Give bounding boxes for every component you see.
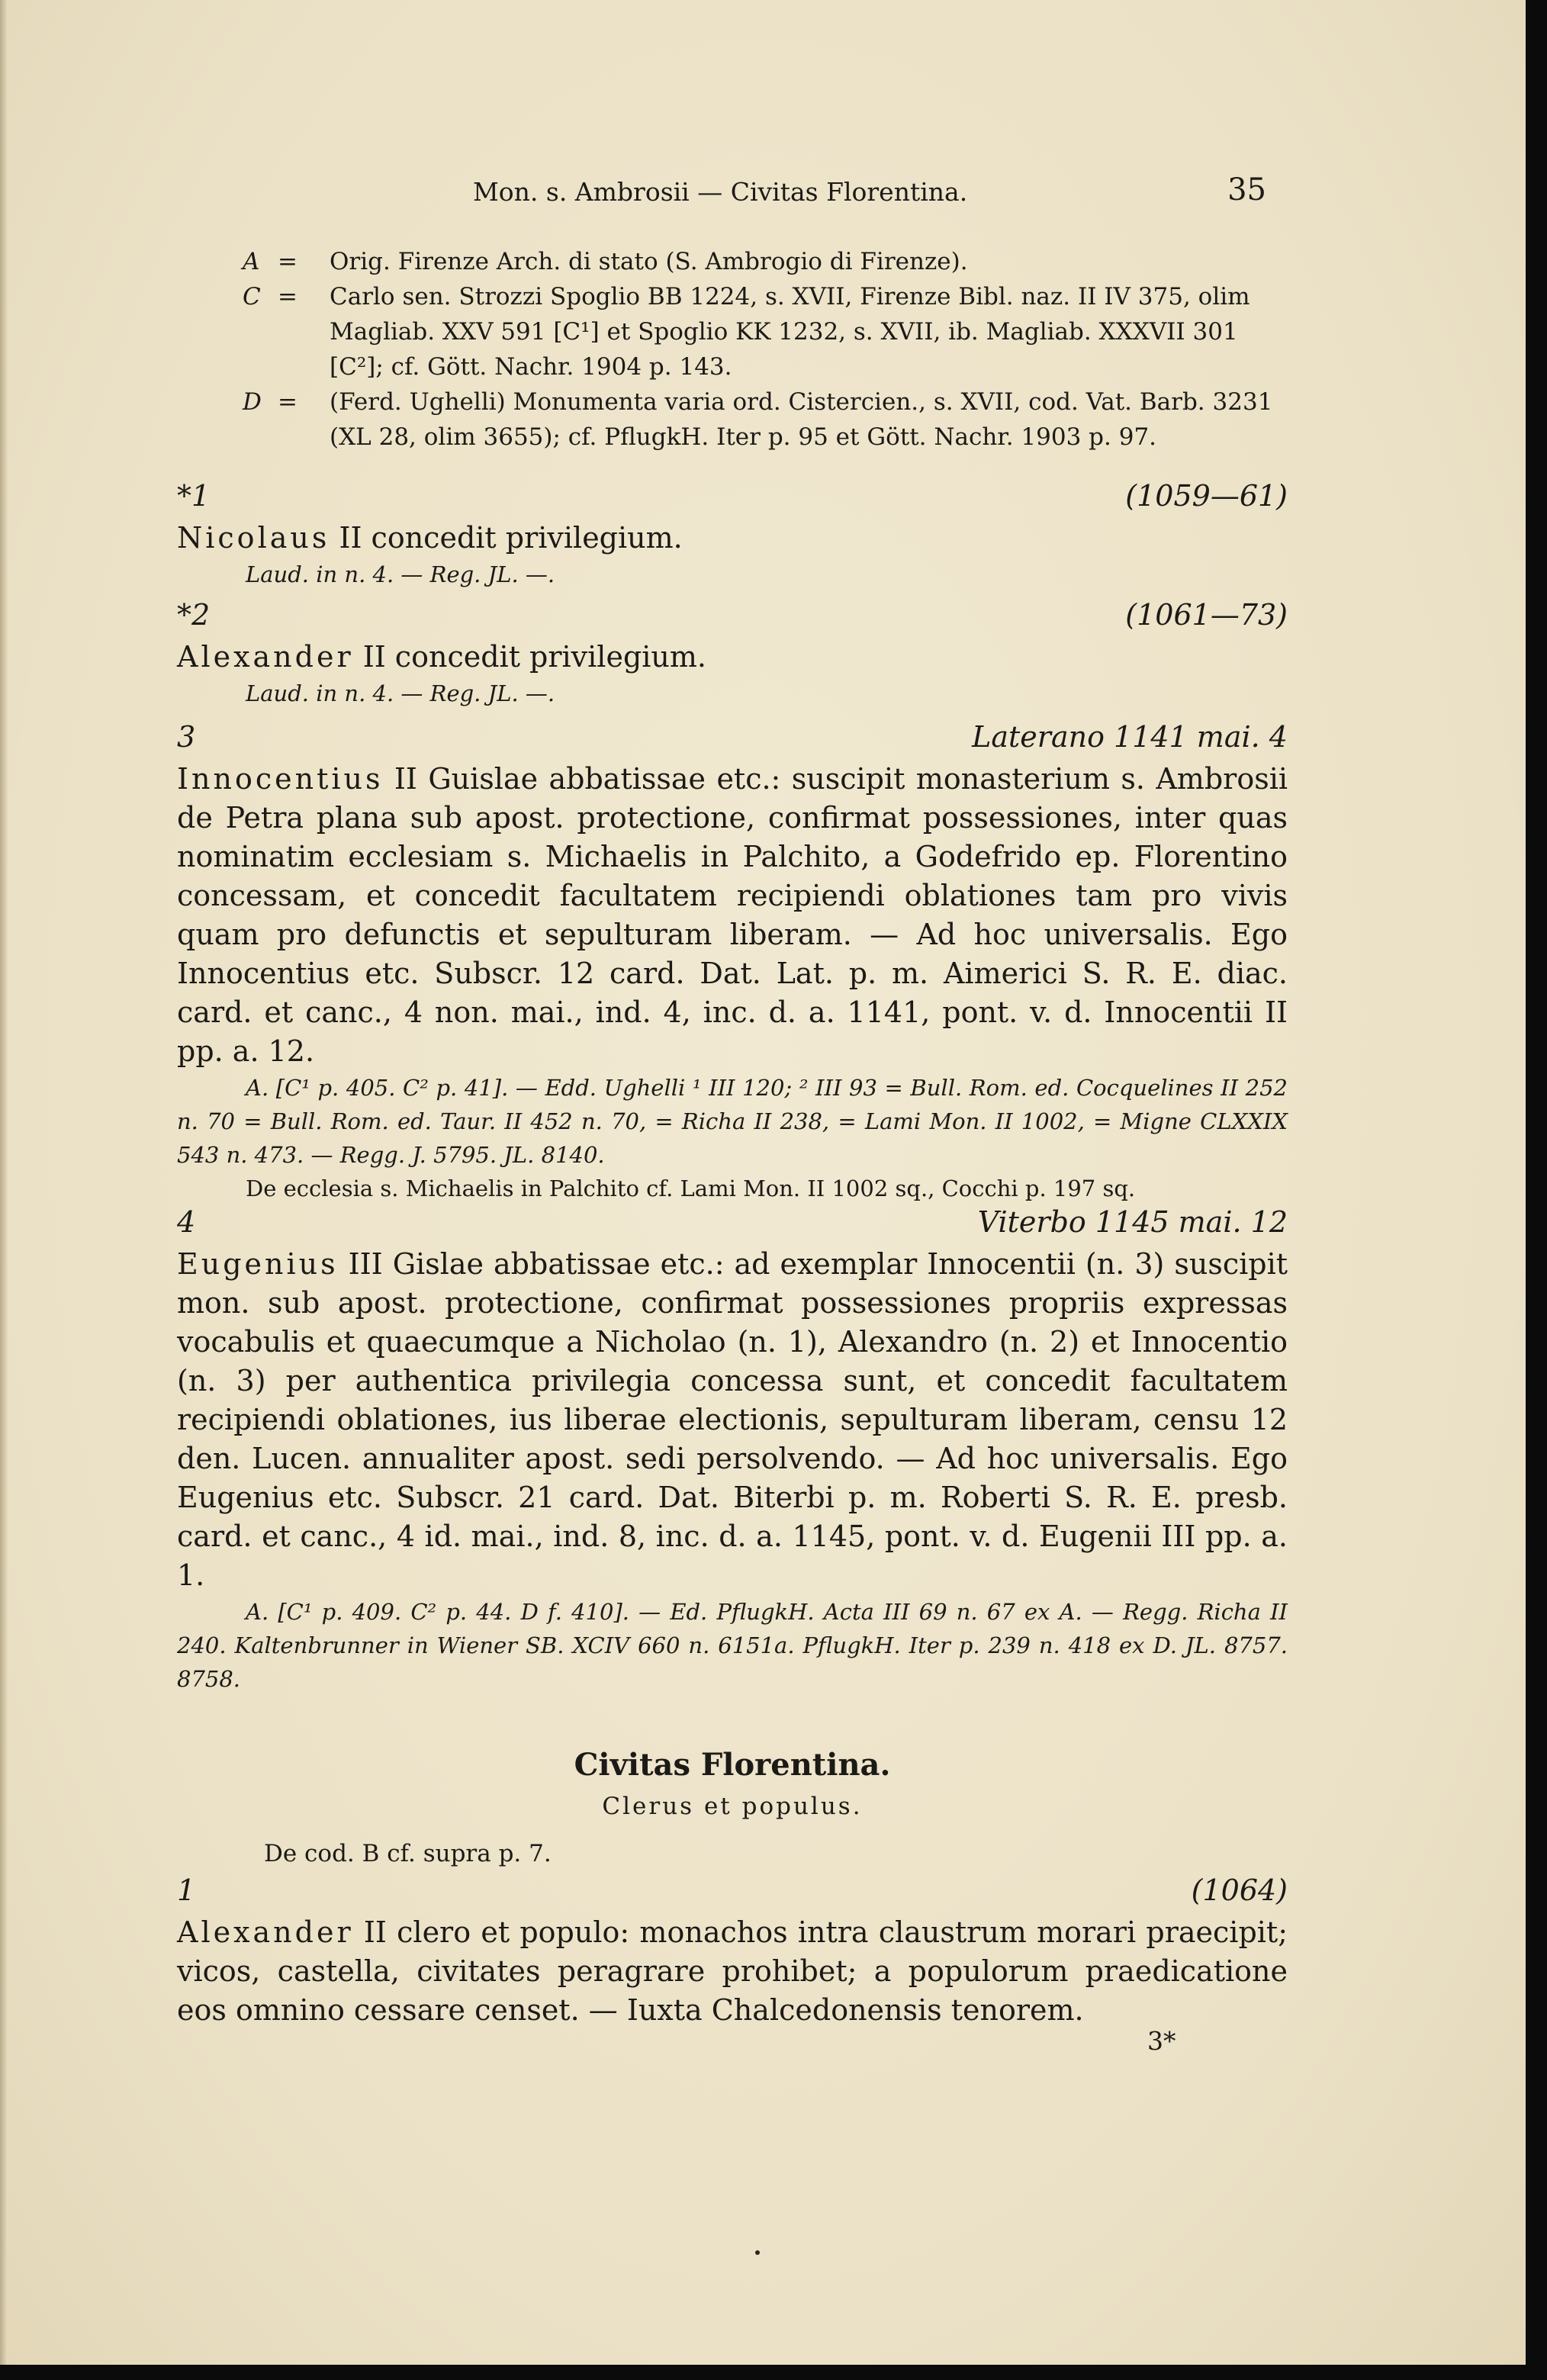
entry-date: (1061—73) (1125, 598, 1288, 632)
entry-number: *1 (177, 479, 211, 513)
entry-date: (1059—61) (1125, 479, 1288, 513)
siglum-equals: = (278, 388, 298, 416)
codex-note: De cod. B cf. supra p. 7. (264, 1840, 552, 1867)
siglum-d (243, 384, 1280, 455)
entry-heading (177, 720, 1288, 760)
siglum-c (243, 279, 1280, 384)
entry-text (177, 519, 1288, 558)
entry-date: (1064) (1191, 1873, 1288, 1907)
entry-note: De ecclesia s. Michaelis in Palchito cf. Lami Mon. II 1002 sq., Cocchi p. 197 sq. (246, 1176, 1136, 1201)
entry-body: II clero et populo: monachos intra claustrum morari praecipit; vicos, castella, civitates peragrare prohibet; a populorum praedicatione eos omnino cessare censet. — Iuxta Chalcedonensis tenorem. (177, 1915, 1288, 2027)
page-number: 35 (1227, 172, 1266, 207)
header-title: Mon. s. Ambrosii — Civitas Florentina. (473, 177, 968, 207)
entry-body: II concedit privilegium. (330, 521, 683, 555)
entry-heading (177, 598, 1288, 638)
entry-4 (177, 1205, 1288, 1696)
siglum-equals: = (278, 248, 298, 275)
entry-1 (177, 479, 1288, 591)
page-binding-edge (0, 0, 8, 2365)
entry-heading (177, 1873, 1288, 1913)
entry-text (177, 760, 1288, 1071)
section-title: Civitas Florentina. (574, 1747, 891, 1783)
entry-reference: Laud. in n. 4. — Reg. JL. —. (246, 561, 555, 587)
entry-heading (177, 479, 1288, 519)
siglum-text: Carlo sen. Strozzi Spoglio BB 1224, s. XVII, Firenze Bibl. naz. II IV 375, olim Magliab. XXV 591 [C¹] et Spoglio KK 1232, s. XVII, ib. Magliab. XXXVII 301 [C²]; cf. Gött. Nachr. 1904 p. 143. (330, 283, 1250, 381)
pope-name: Nicolaus (177, 521, 330, 555)
section-subtitle: Clerus et populus. (602, 1793, 863, 1820)
entry-2 (177, 598, 1288, 710)
entry-number: 4 (177, 1205, 196, 1239)
siglum-text: Orig. Firenze Arch. di stato (S. Ambrogio di Firenze). (330, 248, 968, 275)
entry-number: 3 (177, 720, 196, 754)
entry-number: 1 (177, 1873, 196, 1907)
entry-body: II concedit privilegium. (353, 640, 707, 674)
entry-reference: A. [C¹ p. 409. C² p. 44. D f. 410]. — Ed. PflugkH. Acta III 69 n. 67 ex A. — Regg. Richa II 240. Kaltenbrunner in Wiener SB. XCIV 660 n. 6151a. PflugkH. Iter p. 239 n. 418 ex D. JL. 8757. 8758. (177, 1599, 1288, 1692)
siglum-letter: C (243, 283, 261, 310)
signature-mark: 3* (1147, 2026, 1176, 2056)
siglum-a (243, 244, 1280, 279)
sigla-list (243, 244, 1280, 455)
entry-text (177, 1913, 1288, 2030)
pope-name: Eugenius (177, 1247, 339, 1281)
entry-reference: A. [C¹ p. 405. C² p. 41]. — Edd. Ughelli ¹ III 120; ² III 93 = Bull. Rom. ed. Cocquelines II 252 n. 70 = Bull. Rom. ed. Taur. II 452 n. 70, = Richa II 238, = Lami Mon. II 1002, = Migne CLXXIX 543 n. 473. — Regg. J. 5795. JL. 8140. (177, 1075, 1288, 1168)
entry-florentina-1 (177, 1873, 1288, 2030)
entry-number: *2 (177, 598, 211, 632)
pope-name: Alexander (177, 640, 354, 674)
ink-speck (755, 2250, 760, 2255)
entry-heading (177, 1205, 1288, 1245)
pope-name: Alexander (177, 1915, 354, 1949)
entry-text (177, 638, 1288, 677)
entry-date: Viterbo 1145 mai. 12 (977, 1205, 1288, 1239)
entry-reference: Laud. in n. 4. — Reg. JL. —. (246, 680, 555, 706)
entry-body: III Gislae abbatissae etc.: ad exemplar Innocentii (n. 3) suscipit mon. sub apost. protectione, confirmat possessiones propriis expressas vocabulis et quaecumque a Nicholao (n. 1), Alexandro (n. 2) et Innocentio (n. 3) per authentica privilegia concessa sunt, et concedit facultatem recipiendi oblationes, ius liberae electionis, sepulturam liberam, censu 12 den. Lucen. annualiter apost. sedi persolvendo. — Ad hoc universalis. Ego Eugenius etc. Subscr. 21 card. Dat. Biterbi p. m. Roberti S. R. E. presb. card. et canc., 4 id. mai., ind. 8, inc. d. a. 1145, pont. v. d. Eugenii III pp. a. 1. (177, 1247, 1288, 1592)
entry-body: II Guislae abbatissae etc.: suscipit monasterium s. Ambrosii de Petra plana sub apost. protectione, confirmat possessiones, inter quas nominatim ecclesiam s. Michaelis in Palchito, a Godefrido ep. Florentino concessam, et concedit facultatem recipiendi oblationes tam pro vivis quam pro defunctis et sepulturam liberam. — Ad hoc universalis. Ego Innocentius etc. Subscr. 12 card. Dat. Lat. p. m. Aimerici S. R. E. diac. card. et canc., 4 non. mai., ind. 4, inc. d. a. 1141, pont. v. d. Innocentii II pp. a. 12. (177, 762, 1288, 1068)
siglum-equals: = (278, 283, 298, 310)
entry-text (177, 1245, 1288, 1595)
entry-date: Laterano 1141 mai. 4 (972, 720, 1288, 754)
entry-3 (177, 720, 1288, 1205)
siglum-letter: A (243, 248, 260, 275)
siglum-letter: D (243, 388, 262, 416)
pope-name: Innocentius (177, 762, 384, 796)
siglum-text: (Ferd. Ughelli) Monumenta varia ord. Cistercien., s. XVII, cod. Vat. Barb. 3231 (XL 28, olim 3655); cf. PflugkH. Iter p. 95 et Gött. Nachr. 1903 p. 97. (330, 388, 1273, 451)
